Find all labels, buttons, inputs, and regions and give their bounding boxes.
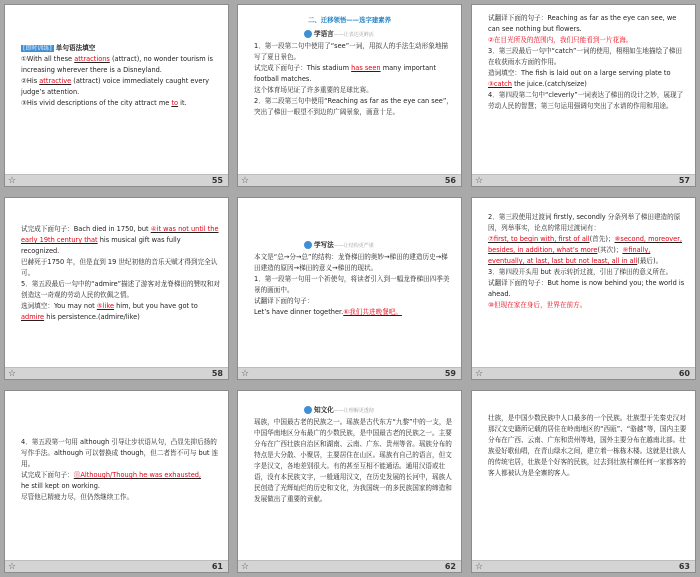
text: ①With all these bbox=[21, 55, 75, 63]
text: (attract) voice immediately caught every bbox=[71, 77, 210, 85]
slide-content bbox=[488, 13, 687, 112]
answer: ⑥我们共进晚餐吧。 bbox=[343, 308, 402, 316]
page-number: 57 bbox=[678, 176, 690, 185]
slide-60[interactable] bbox=[471, 197, 696, 380]
text: 3．第三段最后一句中“catch”一词的使用，栩栩如生地描绘了梯田在收获雨水方面的作用。 bbox=[488, 47, 682, 66]
page-number: 58 bbox=[211, 369, 223, 378]
star-icon[interactable]: ☆ bbox=[241, 176, 250, 186]
text: 4．第五段第一句用 although 引导让步状语从句，凸显先抑后扬的写作手法。although 可以替换成 though，但二者皆不可与 but 连用。 bbox=[21, 438, 219, 468]
text: 试完成下面句子：This stadium bbox=[254, 64, 352, 72]
star-icon[interactable]: ☆ bbox=[8, 176, 17, 186]
answer: catch bbox=[493, 80, 512, 88]
globe-icon bbox=[304, 406, 312, 414]
text: many important football matches. bbox=[254, 64, 436, 83]
text: 本文是“总→分→总”的结构：龙脊梯田的奥妙→梯田的建造历史→梯田建造的原因→梯田的意义→梯田的现状。 bbox=[254, 253, 448, 272]
answer: ④it was not until the early 19th century that bbox=[21, 225, 219, 244]
slide-57[interactable] bbox=[471, 4, 696, 187]
sub-heading bbox=[254, 240, 453, 252]
sub-heading bbox=[254, 405, 453, 417]
slide-59[interactable] bbox=[237, 197, 462, 380]
slide-footer bbox=[472, 560, 695, 572]
slide-content bbox=[254, 240, 453, 318]
text: 这个体育场见证了许多重要的足球比赛。 bbox=[254, 86, 373, 94]
answer: has seen bbox=[351, 64, 381, 72]
text: 2．第二段第三句中使用“Reaching as far as the eye can see”，突出了梯田一眼望不到边的广阔景象，画意十足。 bbox=[254, 97, 453, 116]
text: 1．第一段第一句用一个祈使句，将读者引入到一幅龙脊梯田四季美景的画面中。 bbox=[254, 275, 450, 294]
answer: ②在目光所及的范围内，我们只能看到一片花海。 bbox=[488, 36, 633, 44]
slide-footer bbox=[472, 174, 695, 186]
sub-heading-title: 知文化 bbox=[314, 406, 334, 414]
answer: attractions bbox=[74, 55, 110, 63]
text: his persistence.(admire/like) bbox=[44, 313, 140, 321]
slide-content bbox=[254, 29, 453, 118]
answer: ⑩但现在家在身后，世界在前方。 bbox=[488, 301, 587, 309]
answer: ⑨finally, eventually, at last, last but not least, all in all bbox=[488, 246, 651, 265]
text: (attract), no wonder tourism is bbox=[109, 55, 213, 63]
answer: ⑧second, moreover, besides, in addition, what’s more bbox=[488, 235, 682, 254]
sub-heading bbox=[254, 29, 453, 41]
sub-heading-note: ——让表达更鲜活 bbox=[333, 32, 374, 38]
text: increasing wherever there is a Disneyland. bbox=[21, 66, 162, 74]
star-icon[interactable]: ☆ bbox=[8, 562, 17, 572]
answer: admire bbox=[21, 313, 45, 321]
star-icon[interactable]: ☆ bbox=[475, 369, 484, 379]
page-number: 62 bbox=[444, 562, 456, 571]
star-icon[interactable]: ☆ bbox=[475, 562, 484, 572]
slide-content bbox=[488, 212, 687, 311]
text: 试完成下面句子： bbox=[21, 471, 74, 479]
text: 巴赫死于1750 年，但是直到 19 世纪初他的音乐天赋才得到完全认可。 bbox=[21, 258, 218, 277]
text: 5．第五段最后一句中的“admire”描述了游客对龙脊梯田的赞叹和对创造这一奇观的劳动人民的钦佩之情。 bbox=[21, 280, 220, 299]
text: (其次)； bbox=[597, 246, 623, 254]
slide-content bbox=[488, 413, 687, 479]
text: judge’s attention. bbox=[21, 88, 80, 96]
slide-56[interactable] bbox=[237, 4, 462, 187]
sub-heading-title: 学写法 bbox=[314, 241, 334, 249]
slide-62[interactable] bbox=[237, 390, 462, 573]
sub-heading-title: 学语言 bbox=[314, 30, 334, 38]
badge-practice: [即时训练] bbox=[23, 45, 52, 52]
slide-63[interactable] bbox=[471, 390, 696, 573]
star-icon[interactable]: ☆ bbox=[241, 369, 250, 379]
page-number: 55 bbox=[211, 176, 223, 185]
pen-icon bbox=[304, 241, 312, 249]
answer: ⑤like bbox=[96, 302, 115, 310]
exercise-title: 单句语法填空 bbox=[55, 44, 96, 52]
text: 2．第三段使用过渡词 firstly, secondly 分条列举了梯田建造的原因，列举事实，论点的常用过渡词有： bbox=[488, 213, 681, 232]
sub-heading-note: ——让理解更透彻 bbox=[333, 408, 374, 414]
slide-footer bbox=[238, 560, 461, 572]
text: his musical gift was fully recognized. bbox=[21, 236, 181, 255]
answer: to bbox=[171, 99, 179, 107]
slide-footer bbox=[238, 174, 461, 186]
page-number: 61 bbox=[211, 562, 223, 571]
answer: ⑪Although/Though he was exhausted, bbox=[73, 471, 202, 479]
text: he still kept on working. bbox=[21, 482, 101, 490]
slide-footer bbox=[5, 174, 228, 186]
slide-content bbox=[21, 43, 220, 109]
slide-61[interactable] bbox=[4, 390, 229, 573]
slide-content bbox=[21, 224, 220, 323]
text: 造词填空：The fish is laid out on a large serving plate to bbox=[488, 69, 671, 77]
slide-55[interactable] bbox=[4, 4, 229, 187]
text: 壮族，是中国少数民族中人口最多的一个民族。壮族型于先秦史汉对那汉文史籍所记载的居住在岭南地区的“西瓯”、“骆越”等，国内主要分布在广西、云南、广东和贵州等地，国外主要分布在越南北部。壮族爱好歌仙唱，在青山绿水之间，建立着一栋栋木楼。这就是壮族人的传统宅居，壮族是个好客的民族，过去到壮族村寨任何一家都客的客人都被认为是全寨的客人。 bbox=[488, 414, 687, 477]
text: ③His vivid descriptions of the city attract me bbox=[21, 99, 172, 107]
text: 选词填空：You may not bbox=[21, 302, 97, 310]
text: 1．第一段第二句中使用了“see”一词，用拟人的手法生动形象地描写了夏日景色。 bbox=[254, 42, 449, 61]
slide-content bbox=[21, 437, 220, 503]
text: (首先)； bbox=[589, 235, 615, 243]
slide-footer bbox=[472, 367, 695, 379]
slide-content bbox=[254, 405, 453, 505]
sub-heading-note: ——让结构更严谨 bbox=[333, 243, 374, 249]
star-icon[interactable]: ☆ bbox=[241, 562, 250, 572]
text: 试翻译下面的句子： bbox=[254, 297, 314, 305]
text: 尽管他已精疲力尽，但仍然继续工作。 bbox=[21, 493, 134, 501]
text: 试翻译下面的句子：Reaching as far as the eye can see, we can see nothing but flowers. bbox=[488, 14, 677, 33]
text: 4．第四段第二句中“cleverly”一词表达了梯田的设计之妙，展现了劳动人民的智慧；第三句运用强调句突出了水谱的作用和用途。 bbox=[488, 91, 684, 110]
slide-footer bbox=[5, 367, 228, 379]
slide-58[interactable] bbox=[4, 197, 229, 380]
slide-footer bbox=[238, 367, 461, 379]
text: 试翻译下面的句子：But home is now behind you; the world is ahead. bbox=[488, 279, 685, 298]
answer-number: ③ bbox=[488, 80, 494, 88]
page-number: 59 bbox=[444, 369, 456, 378]
text: 试完成下面句子：Bach died in 1750, but bbox=[21, 225, 151, 233]
page-number: 60 bbox=[678, 369, 690, 378]
star-icon[interactable]: ☆ bbox=[8, 369, 17, 379]
text: Let’s have dinner together. bbox=[254, 308, 344, 316]
text: 瑶族，中国最古老的民族之一。瑶族是古代东方“九黎”中的一支，是中国华南地区分布最广的少数民族，是中国最古老的民族之一。主要分布在广西壮族自治区和湖南、云南、广东、贵州等省。瑶族分布的特点是大分散、小聚居，主要居住在山区。瑶族有自己的语言，但文字是汉文，各地差别很大。有的甚至互相不能通话。通用汉语或壮语，没有本民族文字，一般通用汉文，在历史发展的长河中，瑶族人民创造了光辉灿烂的历史和文化，为我国统一的多民族国家的缔造和发展做出了重要的贡献。 bbox=[254, 418, 453, 503]
slide-footer bbox=[5, 560, 228, 572]
star-icon[interactable]: ☆ bbox=[475, 176, 484, 186]
answer: ⑦first, to begin with, first of all bbox=[488, 235, 590, 243]
section-title: 二、迁移领悟——选字建素养 bbox=[307, 16, 392, 24]
page-number: 56 bbox=[444, 176, 456, 185]
text: (最后)。 bbox=[637, 257, 663, 265]
book-icon bbox=[304, 30, 312, 38]
page-number: 63 bbox=[678, 562, 690, 571]
text: him, but you have got to bbox=[114, 302, 198, 310]
text: ②His bbox=[21, 77, 40, 85]
text: the juice.(catch/seize) bbox=[511, 80, 587, 88]
text: 3．第四段开头用 but 表示转折过渡，引出了梯田的意义所在。 bbox=[488, 268, 673, 276]
answer: attractive bbox=[39, 77, 72, 85]
text: it. bbox=[178, 99, 187, 107]
